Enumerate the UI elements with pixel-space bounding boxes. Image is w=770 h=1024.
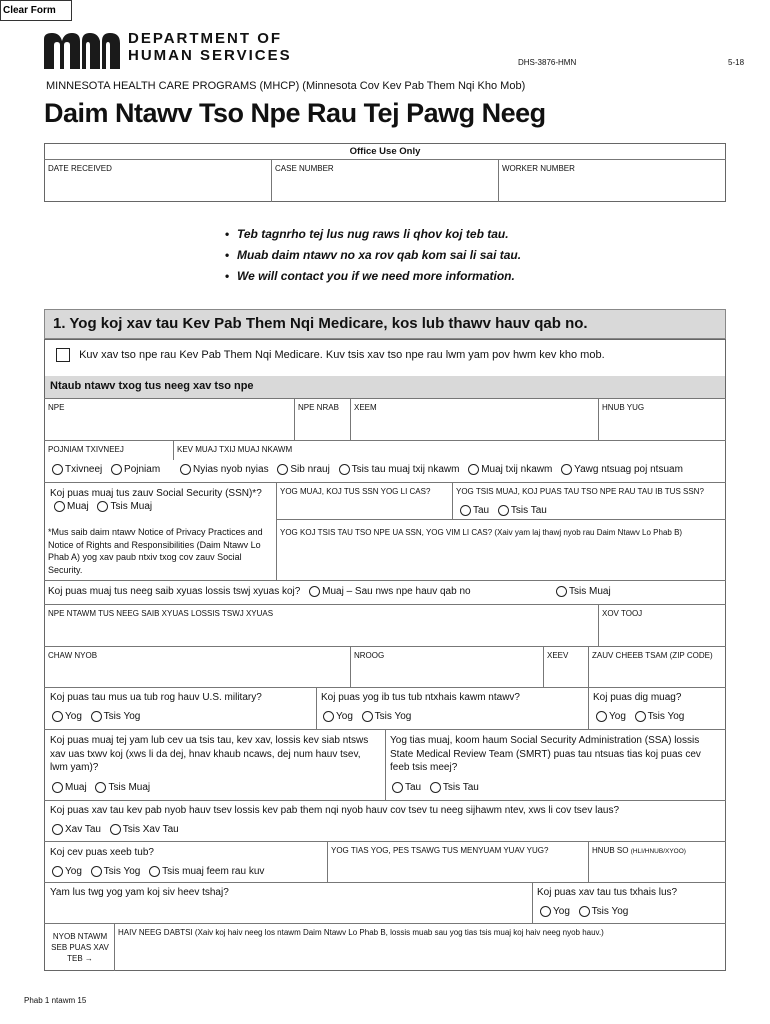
blind-yes-radio[interactable] bbox=[596, 711, 607, 722]
date-received-field[interactable]: DATE RECEIVED bbox=[48, 164, 112, 173]
instruction-item: • Muab daim ntawv no xa rov qab kom sai li sai tau. bbox=[225, 245, 521, 266]
due-date-field[interactable]: HNUB SO (HLI/HNUB/XYOO) bbox=[592, 846, 686, 855]
page-title: Daim Ntawv Tso Npe Rau Tej Pawg Neeg bbox=[44, 98, 546, 128]
student-no-radio[interactable] bbox=[362, 711, 373, 722]
status-married-radio[interactable] bbox=[468, 464, 479, 475]
student-question: Koj puas yog ib tus tub ntxhais kawm ntawv? bbox=[321, 692, 520, 703]
applicant-heading: Ntaub ntawv txog tus neeg xav tso npe bbox=[50, 380, 254, 392]
status-widowed-radio[interactable] bbox=[561, 464, 572, 475]
disability-yes-radio[interactable] bbox=[52, 782, 63, 793]
ssn-yes-radio[interactable] bbox=[54, 501, 65, 512]
military-question: Koj puas tau mus ua tub rog hauv U.S. military? bbox=[50, 692, 262, 703]
blind-question: Koj puas dig muag? bbox=[593, 692, 682, 703]
guardian-question: Koj puas muaj tus neeg saib xyuas lossis tswj xyuas koj? Muaj – Sau nws npe hauv qab no bbox=[48, 586, 471, 598]
expected-babies-field[interactable]: YOG TIAS YOG, PES TSAWG TUS MENYUAM YUAV YUG? bbox=[331, 846, 549, 855]
pregnant-yes-radio[interactable] bbox=[52, 866, 63, 877]
interpreter-question: Koj puas xav tau tus txhais lus? bbox=[537, 887, 678, 898]
instruction-item: • We will contact you if we need more information. bbox=[225, 266, 521, 287]
ssn-no-radio[interactable] bbox=[97, 501, 108, 512]
ssn-number-field[interactable]: YOG MUAJ, KOJ TUS SSN YOG LI CAS? bbox=[280, 487, 431, 496]
dhs-logo-icon bbox=[44, 33, 120, 69]
student-yes-radio[interactable] bbox=[323, 711, 334, 722]
case-number-field[interactable]: CASE NUMBER bbox=[275, 164, 334, 173]
blind-no-radio[interactable] bbox=[635, 711, 646, 722]
ssn-applied-no-radio[interactable] bbox=[498, 505, 509, 516]
gender-male-radio[interactable] bbox=[52, 464, 63, 475]
guardian-yes-radio[interactable] bbox=[309, 586, 320, 597]
pregnant-no-radio[interactable] bbox=[91, 866, 102, 877]
race-field[interactable]: HAIV NEEG DABTSI (Xaiv koj haiv neeg los ntawm Daim Ntawv Lo Phab B, lossis muab sau yog tias tsis muaj koj haiv neeg nyob hauv.) bbox=[118, 928, 604, 937]
military-yes-radio[interactable] bbox=[52, 711, 63, 722]
pregnant-question: Koj cev puas xeeb tub? bbox=[50, 847, 154, 858]
instructions-list bbox=[225, 224, 521, 287]
form-number: DHS-3876-HMN bbox=[518, 58, 577, 67]
office-use-heading: Office Use Only bbox=[349, 146, 421, 157]
middle-name-field[interactable]: NPE NRAB bbox=[298, 403, 339, 412]
smrt-yes-radio[interactable] bbox=[392, 782, 403, 793]
language-question: Yam lus twg yog yam koj siv heev tshaj? bbox=[50, 887, 229, 898]
birth-date-field[interactable]: HNUB YUG bbox=[602, 403, 645, 412]
ssn-applied-label: YOG TSIS MUAJ, KOJ PUAS TAU TSO NPE RAU TAU IB TUS SSN? bbox=[456, 487, 704, 496]
city-field[interactable]: NROOG bbox=[354, 651, 385, 660]
department-name: DEPARTMENT OF HUMAN SERVICES bbox=[128, 30, 292, 64]
guardian-phone-field[interactable]: XOV TOOJ bbox=[602, 609, 643, 618]
clear-form-button[interactable]: Clear Form bbox=[0, 0, 72, 21]
ssn-reason-field[interactable]: YOG KOJ TSIS TAU TSO NPE UA SSN, YOG VIM LI CAS? (Xaiv yam laj thawj nyob rau Daim Ntawv Lo Phab B) bbox=[280, 528, 683, 537]
state-field[interactable]: XEEV bbox=[547, 651, 569, 660]
optional-note: NYOB NTAWM SEB PUAS XAV TEB → bbox=[51, 932, 109, 963]
revision-date: 5-18 bbox=[728, 58, 745, 67]
address-field[interactable]: CHAW NYOB bbox=[48, 651, 98, 660]
home-care-no-radio[interactable] bbox=[110, 824, 121, 835]
guardian-no-radio[interactable] bbox=[556, 586, 567, 597]
program-name: MINNESOTA HEALTH CARE PROGRAMS (MHCP) (Minnesota Cov Kev Pab Them Nqi Kho Mob) bbox=[46, 80, 526, 92]
gender-female-radio[interactable] bbox=[111, 464, 122, 475]
disability-question: Koj puas muaj tej yam lub cev ua tsis tau, kev xav, lossis kev siab ntsws xav uas txwv koj (xws li da dej, hnav khaub ncaws, dej num hauv tsev, lwm yam)? bbox=[50, 735, 369, 773]
medicare-checkbox-label: Kuv xav tso npe rau Kev Pab Them Nqi Medicare. Kuv tsis xav tso npe rau lwm yam pov hwm kev kho mob. bbox=[79, 348, 605, 361]
section-1-heading: 1. Yog koj xav tau Kev Pab Them Nqi Medicare, kos lub thawv hauv qab no. bbox=[44, 309, 726, 339]
smrt-no-radio[interactable] bbox=[430, 782, 441, 793]
guardian-name-field[interactable]: NPE NTAWM TUS NEEG SAIB XYUAS LOSSIS TSWJ XYUAS bbox=[48, 609, 274, 618]
home-care-yes-radio[interactable] bbox=[52, 824, 63, 835]
instruction-item: • Teb tagnrho tej lus nug raws li qhov koj teb tau. bbox=[225, 224, 521, 245]
pregnant-na-radio[interactable] bbox=[149, 866, 160, 877]
status-divorced-radio[interactable] bbox=[277, 464, 288, 475]
interpreter-no-radio[interactable] bbox=[579, 906, 590, 917]
ssn-applied-yes-radio[interactable] bbox=[460, 505, 471, 516]
status-never-married-radio[interactable] bbox=[339, 464, 350, 475]
worker-number-field[interactable]: WORKER NUMBER bbox=[502, 164, 575, 173]
military-no-radio[interactable] bbox=[91, 711, 102, 722]
last-name-field[interactable]: XEEM bbox=[354, 403, 377, 412]
status-separated-radio[interactable] bbox=[180, 464, 191, 475]
ssn-note: *Mus saib daim ntawv Notice of Privacy Practices and Notice of Rights and Responsibilities (Daim Ntawv Lo Phab A) yog xav paub ntxiv txog cov zauv Social Security. bbox=[48, 527, 263, 575]
gender-label: POJNIAM TXIVNEEJ bbox=[48, 445, 124, 454]
medicare-checkbox[interactable] bbox=[56, 348, 70, 362]
home-care-question: Koj puas xav tau kev pab nyob hauv tsev lossis kev pab them nqi nyob hauv cov tsev tu neeg sijhawm ntev, xws li cov tsev laus? bbox=[50, 805, 620, 816]
marital-status-label: KEV MUAJ TXIJ MUAJ NKAWM bbox=[177, 445, 293, 454]
ssn-question: Koj puas muaj tus zauv Social Security (SSN)*? Muaj Tsis Muaj bbox=[50, 488, 262, 512]
zip-field[interactable]: ZAUV CHEEB TSAM (ZIP CODE) bbox=[592, 651, 713, 660]
smrt-question: Yog tias muaj, koom haum Social Security Administration (SSA) lossis State Medical Review Team (SMRT) puas tau ntsuas tias koj puas cev feeb tsis meej? bbox=[390, 735, 701, 773]
page-number: Phab 1 ntawm 15 bbox=[24, 996, 87, 1005]
disability-no-radio[interactable] bbox=[95, 782, 106, 793]
interpreter-yes-radio[interactable] bbox=[540, 906, 551, 917]
first-name-field[interactable]: NPE bbox=[48, 403, 65, 412]
